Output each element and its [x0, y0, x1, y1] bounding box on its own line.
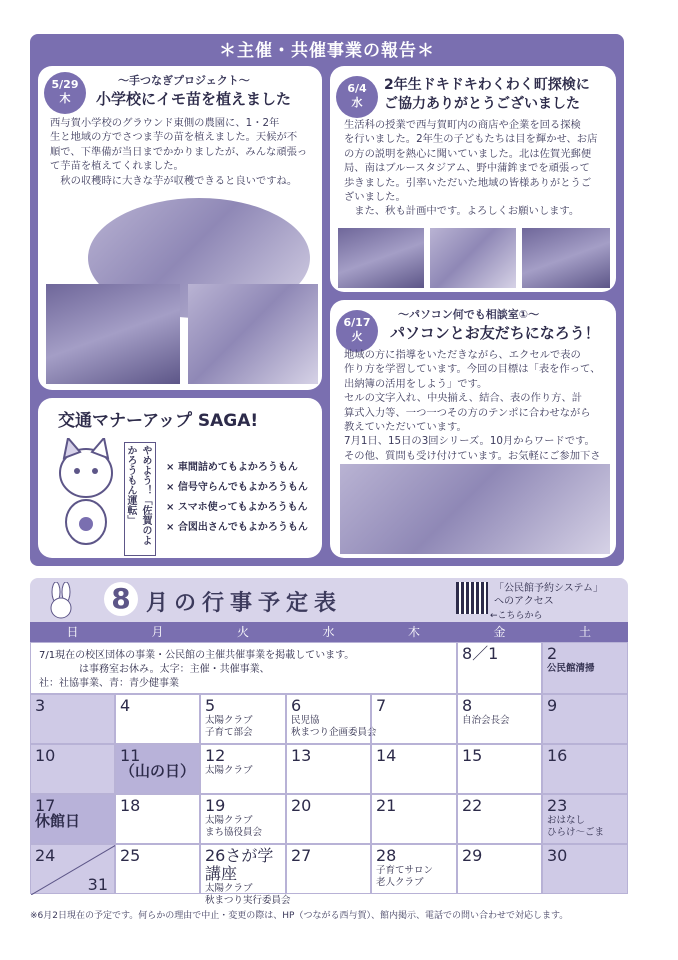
article-imo — [38, 66, 322, 390]
photo-pc-class — [340, 464, 610, 554]
weekday-tue: 火 — [200, 622, 286, 642]
day-cell: 8／1 — [457, 642, 542, 694]
day-cell: 4 — [115, 694, 200, 744]
weekday-wed: 水 — [286, 622, 371, 642]
photo-shop — [338, 228, 424, 288]
traffic-item: × 車間詰めてもよかろうもん — [166, 462, 298, 473]
article-subtitle: 〜手つなぎプロジェクト〜 — [118, 74, 250, 87]
day-cell: 22 — [457, 794, 542, 844]
rabbit-icon — [44, 582, 78, 620]
day-cell: 7 — [371, 694, 457, 744]
date-badge: 6/4 水 — [336, 76, 378, 118]
calendar-header — [30, 578, 628, 622]
article-heading-2: ご協力ありがとうございました — [384, 96, 580, 112]
qr-code[interactable] — [456, 582, 488, 614]
footnote: ※6月2日現在の予定です。何らかの理由で中止・変更の際は、HP（つながる西与賀）、館内掲示、電話での問い合わせで対応します。 — [30, 911, 569, 921]
article-tanken — [330, 66, 616, 292]
arrow-text: ←こちらから — [490, 611, 543, 621]
day-cell: 20 — [286, 794, 371, 844]
date-badge: 6/17 火 — [336, 310, 378, 352]
article-pc — [330, 300, 616, 558]
day-cell: 18 — [115, 794, 200, 844]
day-cell: 5 太陽クラブ 子育て部会 — [200, 694, 286, 744]
photo-stadium — [522, 228, 610, 288]
day-cell: 19 太陽クラブ まち協役員会 — [200, 794, 286, 844]
day-cell: 23 おはなし ひらけ〜ごま — [542, 794, 628, 844]
day-cell: 3 — [30, 694, 115, 744]
day-cell: 2 公民館清掃 — [542, 642, 628, 694]
day-cell: 8 自治会長会 — [457, 694, 542, 744]
day-cell: 13 — [286, 744, 371, 794]
day-cell: 17 休館日 — [30, 794, 115, 844]
day-cell: 14 — [371, 744, 457, 794]
calendar-note: 7/1現在の校区団体の事業・公民館の主催共催事業を掲載しています。 は事務室お休み。太字：主催・共催事業、 社：社協事業、青：青少健事業 — [30, 642, 457, 694]
day-cell: 28 子育てサロン 老人クラブ — [371, 844, 457, 894]
traffic-title: 交通マナーアップ SAGA! — [58, 411, 259, 431]
weekday-thu: 木 — [371, 622, 457, 642]
traffic-item: × 信号守らんでもよかろうもん — [166, 482, 308, 493]
reserve-system-text: 「公民館予約システム」 へのアクセス — [494, 583, 603, 607]
day-cell: 21 — [371, 794, 457, 844]
weekday-mon: 月 — [115, 622, 200, 642]
day-cell: 12 太陽クラブ — [200, 744, 286, 794]
event-calendar — [30, 578, 628, 906]
month-number: 8 — [104, 582, 138, 616]
day-cell: 25 — [115, 844, 200, 894]
traffic-slogan: やめよう！「佐賀のよかろうもん運転」 — [124, 442, 156, 556]
day-cell: 24 31 — [30, 844, 115, 894]
weekday-sat: 土 — [542, 622, 628, 642]
article-heading: パソコンとお友だちになろう！ — [390, 324, 600, 342]
article-body: 地域の方に指導をいただきながら、エクセルで表の 作り方を学習しています。今回の目標は「表を作って、 出納簿の活用をしよう」です。 セルの文字入れ、中央揃え、結合、表の作り方、計 算式入力等、一つ一つその方のテンポに合わせながら 教えていただいています。 7月1日、15日の3回シリーズ。10月からワードです。 その他、質問も受け付けています。お気軽にご参加下さ — [344, 349, 601, 462]
photo-field — [46, 284, 180, 384]
day-cell: 10 — [30, 744, 115, 794]
article-body: 西与賀小学校のグラウンド東側の農園に、1・2年 生と地域の方でさつま芋の苗を植えました。天候が不 順で、下準備が当日までかかりましたが、みんな頑張っ て芋苗を植えてくれました。 秋の収穫時に大きな芋が収穫できると良いですね。 — [50, 117, 308, 187]
day-cell: 16 — [542, 744, 628, 794]
traffic-box — [38, 398, 322, 558]
day-cell: 26さが学講座 太陽クラブ 秋まつり実行委員会 — [200, 844, 286, 894]
weekday-fri: 金 — [457, 622, 542, 642]
photo-children — [188, 284, 318, 384]
date-badge: 5/29 木 — [44, 72, 86, 114]
article-subtitle: 〜パソコン何でも相談室①〜 — [398, 308, 540, 321]
traffic-item: × スマホ使ってもよかろうもん — [166, 502, 308, 513]
article-heading: 2年生ドキドキわくわく町探検に — [384, 77, 590, 93]
photo-street — [430, 228, 516, 288]
day-cell: 27 — [286, 844, 371, 894]
day-cell: 9 — [542, 694, 628, 744]
report-panel — [30, 34, 624, 566]
cat-mascot-icon — [56, 438, 120, 550]
day-cell: 6 民児協 秋まつり企画委員会 — [286, 694, 371, 744]
article-heading: 小学校にイモ苗を植えました — [96, 90, 292, 108]
weekday-sun: 日 — [30, 622, 115, 642]
calendar-title: 月の行事予定表 — [146, 591, 343, 616]
traffic-item: × 合図出さんでもよかろうもん — [166, 522, 308, 533]
report-title: ＊主催・共催事業の報告＊ — [219, 41, 435, 61]
day-cell: 30 — [542, 844, 628, 894]
article-body: 生活科の授業で西与賀町内の商店や企業を回る探検 を行いました。2年生の子どもたちは目を輝かせ、お店 の方の説明を熱心に聞いていました。北は佐賀光郵便 局、南はブルースタジアム、野中蒲鉾までを頑張って 歩きました。引率いただいた地域の皆様ありがとうご ざいました。 また、秋も計画中です。よろしくお願いします。 — [344, 119, 598, 218]
day-cell: 11 （山の日） — [115, 744, 200, 794]
day-cell: 15 — [457, 744, 542, 794]
day-cell: 29 — [457, 844, 542, 894]
